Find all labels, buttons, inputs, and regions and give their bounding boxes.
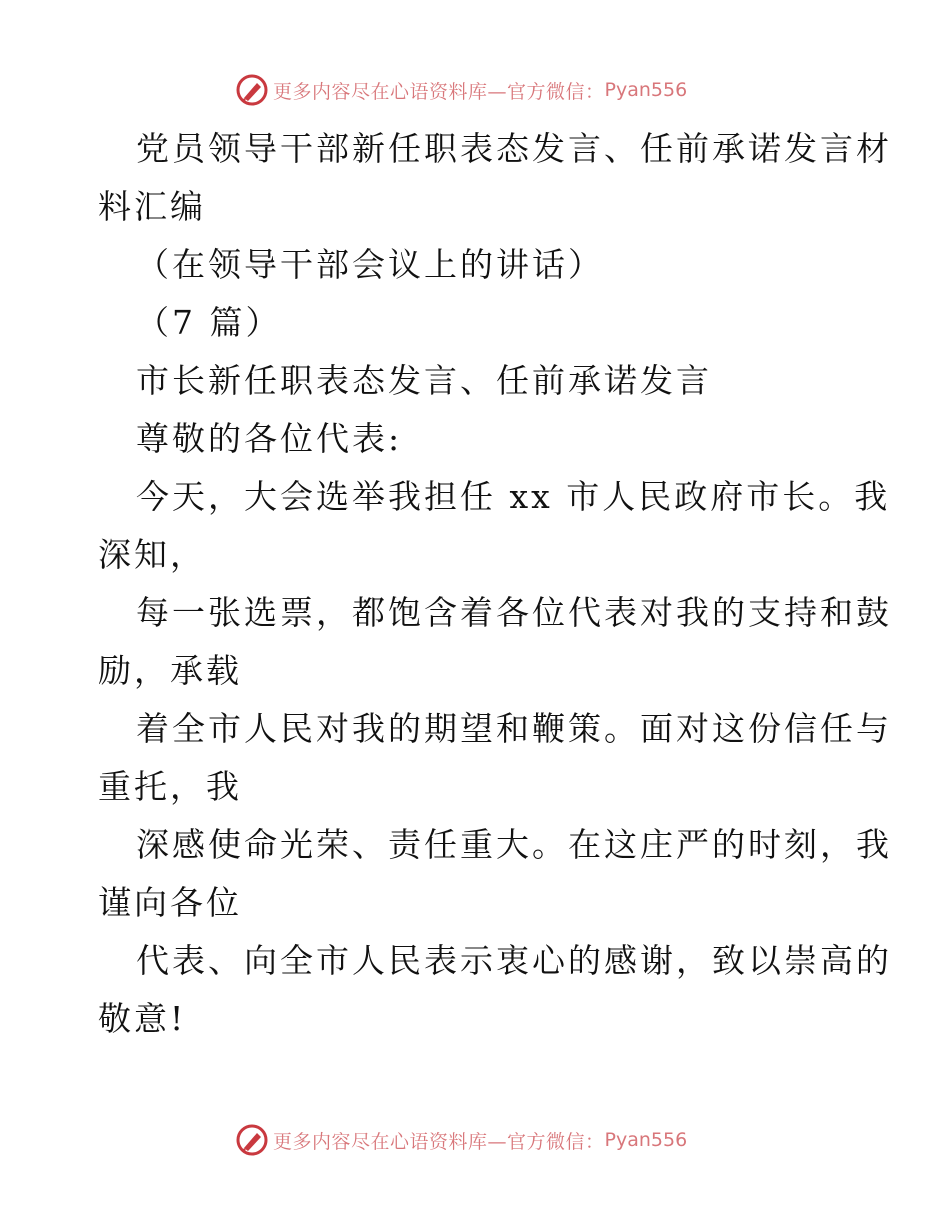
text-line: 党员领导干部新任职表态发言、任前承诺发言材	[136, 129, 892, 168]
watermark-footer	[235, 1120, 687, 1160]
text-line: 谨向各位	[98, 883, 242, 922]
watermark-wechat-id: Pyan556	[604, 1129, 688, 1151]
text-line: 励，承载	[98, 651, 242, 690]
text-line: 着全市人民对我的期望和鞭策。面对这份信任与	[136, 709, 892, 748]
pen-logo-icon	[235, 73, 269, 107]
watermark-text: 更多内容尽在心语资料库—官方微信：	[273, 1130, 605, 1153]
text-line: 代表、向全市人民表示衷心的感谢，致以崇高的	[136, 941, 892, 980]
text-line: 每一张选票，都饱含着各位代表对我的支持和鼓	[136, 593, 892, 632]
text-line: （在领导干部会议上的讲话）	[136, 245, 604, 284]
pen-logo-icon	[235, 1123, 269, 1157]
text-line: 重托，我	[98, 767, 242, 806]
watermark-wechat-id: Pyan556	[604, 79, 688, 101]
document-body	[98, 120, 892, 1048]
text-line: 深知，	[98, 535, 206, 574]
text-line: （7 篇）	[136, 303, 282, 342]
text-line: 料汇编	[98, 187, 206, 226]
text-line: 尊敬的各位代表:	[136, 419, 403, 458]
watermark-text: 更多内容尽在心语资料库—官方微信：	[273, 80, 605, 103]
text-line: 今天，大会选举我担任 xx 市人民政府市长。我	[136, 477, 891, 516]
text-line: 敬意!	[98, 999, 187, 1038]
watermark-header	[235, 70, 687, 110]
text-line: 深感使命光荣、责任重大。在这庄严的时刻，我	[136, 825, 892, 864]
text-line: 市长新任职表态发言、任前承诺发言	[136, 361, 712, 400]
